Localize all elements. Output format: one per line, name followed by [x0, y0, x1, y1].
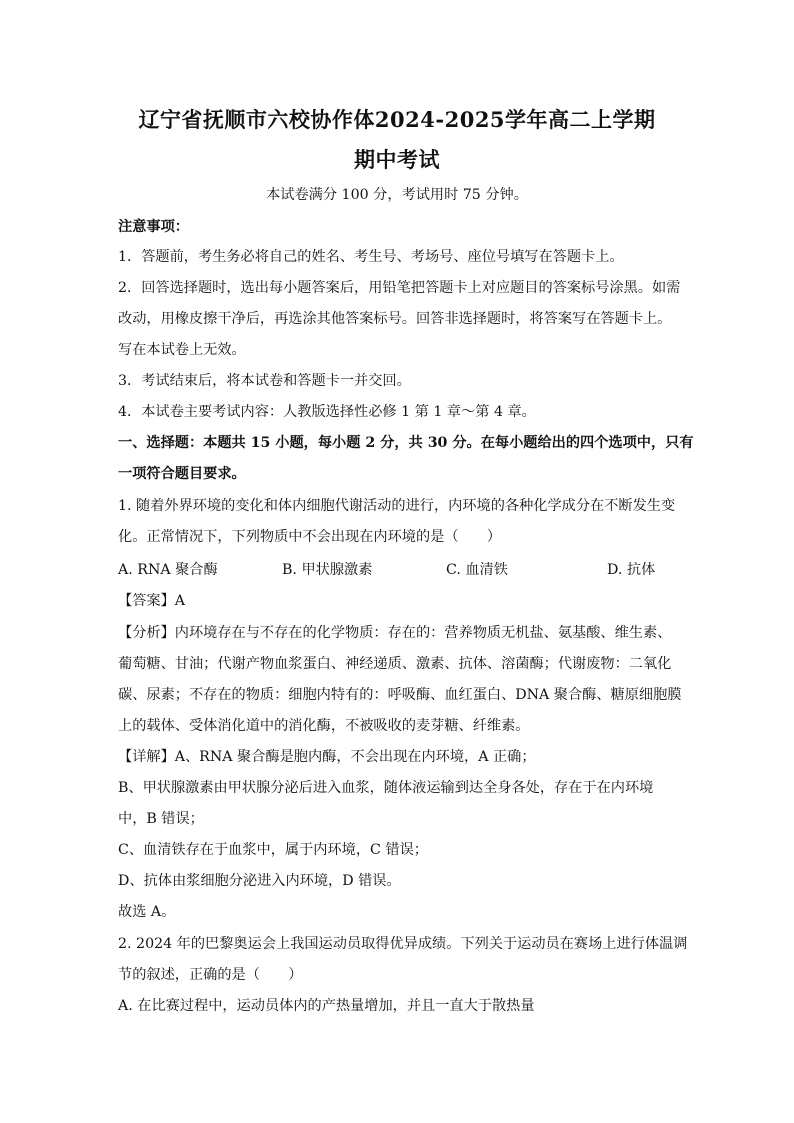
question-1-detail: B、甲状腺激素由甲状腺分泌后进入血浆，随体液运输到达全身各处，存在于在内环境 [118, 780, 654, 796]
notice-heading: 注意事项： [118, 219, 189, 235]
question-1-option-d: D. 抗体 [607, 562, 656, 578]
question-1-detail: 中，B 错误； [118, 811, 204, 827]
question-1-analysis: 【分析】内环境存在与不存在的化学物质：存在的：营养物质无机盐、氨基酸、维生素、 [118, 625, 672, 641]
question-1-analysis: 上的载体、受体消化道中的消化酶，不被吸收的麦芽糖、纤维素。 [118, 718, 530, 734]
question-2-stem: 2. 2024 年的巴黎奥运会上我国运动员取得优异成绩。下列关于运动员在赛场上进行体温调 [118, 936, 688, 952]
notice-item: 4．本试卷主要考试内容：人教版选择性必修 1 第 1 章～第 4 章。 [118, 404, 536, 420]
exam-title-line2: 期中考试 [354, 147, 440, 172]
exam-title-line1: 辽宁省抚顺市六校协作体2024-2025学年高二上学期 [138, 107, 656, 132]
section-heading: 一、选择题：本题共 15 小题，每小题 2 分，共 30 分。在每小题给出的四个选项中，只有 [118, 435, 694, 451]
question-2-option-a: A. 在比赛过程中，运动员体内的产热量增加，并且一直大于散热量 [118, 998, 535, 1014]
notice-item: 2．回答选择题时，选出每小题答案后，用铅笔把答题卡上对应题目的答案标号涂黑。如需 [118, 280, 681, 296]
notice-item: 写在本试卷上无效。 [118, 342, 246, 358]
question-1-analysis: 碳、尿素；不存在的物质：细胞内特有的：呼吸酶、血红蛋白、DNA 聚合酶、糖原细胞膜 [118, 687, 682, 703]
question-1-detail: 故选 A。 [118, 904, 176, 920]
section-heading: 一项符合题目要求。 [118, 466, 246, 482]
question-1-answer: 【答案】A [118, 593, 185, 609]
question-1-stem: 化。正常情况下，下列物质中不会出现在内环境的是（ ） [118, 529, 502, 545]
question-1-detail: C、血清铁存在于血浆中，属于内环境，C 错误； [118, 842, 428, 858]
question-1-option-a: A. RNA 聚合酶 [118, 562, 218, 578]
notice-item: 1．答题前，考生务必将自己的姓名、考生号、考场号、座位号填写在答题卡上。 [118, 249, 624, 265]
question-1-analysis: 葡萄糖、甘油；代谢产物血浆蛋白、神经递质、激素、抗体、溶菌酶；代谢废物：二氧化 [118, 656, 672, 672]
notice-item: 3．考试结束后，将本试卷和答题卡一并交回。 [118, 373, 411, 389]
question-2-stem: 节的叙述，正确的是（ ） [118, 967, 303, 983]
question-1-detail: 【详解】A、RNA 聚合酶是胞内酶，不会出现在内环境，A 正确； [118, 749, 536, 765]
question-1-option-c: C. 血清铁 [446, 562, 508, 578]
question-1-option-b: B. 甲状腺激素 [282, 562, 373, 578]
notice-item: 改动，用橡皮擦干净后，再选涂其他答案标号。回答非选择题时，将答案写在答题卡上。 [118, 311, 672, 327]
question-1-detail: D、抗体由浆细胞分泌进入内环境，D 错误。 [118, 873, 401, 889]
exam-subtitle: 本试卷满分 100 分，考试用时 75 分钟。 [266, 187, 528, 203]
question-1-stem: 1. 随着外界环境的变化和体内细胞代谢活动的进行，内环境的各种化学成分在不断发生变 [118, 498, 676, 514]
